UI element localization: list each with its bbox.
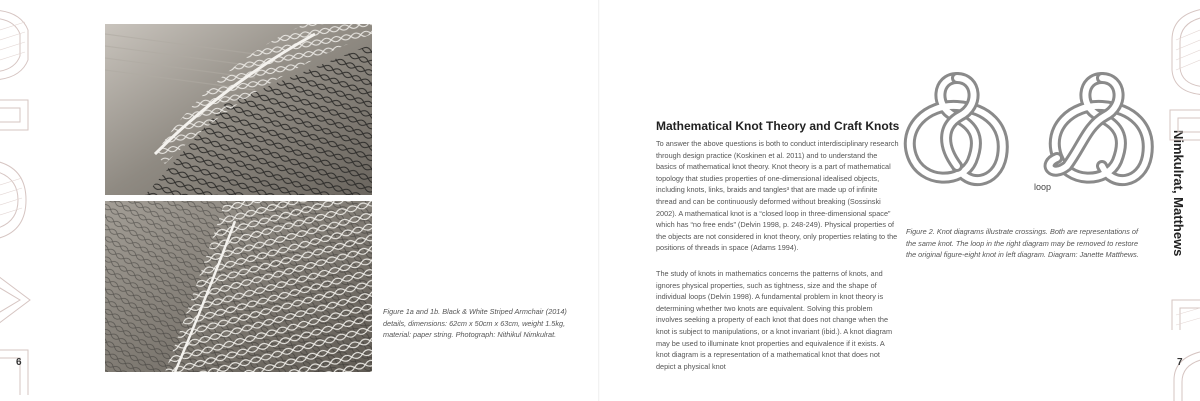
- running-title-text: Nimkulrat, Matthews: [1171, 130, 1186, 257]
- edge-decoration-right: [1164, 0, 1200, 401]
- page-number-left: 6: [16, 357, 22, 368]
- section-heading: Mathematical Knot Theory and Craft Knots: [656, 119, 900, 133]
- loop-label: loop: [1034, 182, 1052, 192]
- photo-armchair-detail-top: [105, 24, 372, 195]
- figure-1-caption: Figure 1a and 1b. Black & White Striped Armchair (2014) details, dimensions: 62cm x 50cm x 63cm, weight 1.5kg, material: paper string. Photograph: Nithikul Nimkulrat.: [383, 307, 567, 339]
- figure-eight-knot-diagram: [910, 78, 1003, 180]
- knot-diagrams: [902, 66, 1172, 196]
- figure-2-caption: Figure 2. Knot diagrams illustrate crossings. Both are representations of the same knot. The loop in the right diagram may be removed to restore the original figure-eight knot in left diagram. Diagram: Janette Matthews.: [906, 227, 1139, 260]
- body-paragraph-2: The study of knots in mathematics concerns the patterns of knots, and ignores physical properties, such as tightness, size and the shape of individual loops (Delvin 1998). A fundamental problem in knot theory is determining whether two knots are equivalent. Solving this problem involves seeking a property of each knot that does not change when the knot is subject to manipulations, or a knot invariant (ibid.). A knot diagram may be used to illuminate knot properties and equivalence if it exists. A knot diagram is a representation of a mathematical knot that does not depict a physical knot: [656, 269, 893, 371]
- body-paragraph-1: To answer the above questions is both to conduct interdisciplinary research through design practice (Koskinen et al. 2011) and to understand the basics of mathematical knot theory. Knot theory is a part of mathematical topology that studies properties of one-dimensional idealised objects, including knots, links, braids and tangles³ that are made up of infinite thread and can be continuously deformed without breaking (Sossinski 2002). A mathematical knot is a “closed loop in three-dimensional space” which has “no free ends” (Delvin 1998, p. 248-249). Physical properties of the objects are not considered in knot theory, only properties relating to the positions of threads in space (Adams 1994).: [656, 139, 899, 253]
- edge-decoration-left: [0, 0, 36, 401]
- photo-armchair-detail-bottom: [105, 201, 372, 372]
- figure-eight-knot-with-loop-diagram: [1050, 78, 1148, 180]
- page-number-right: 7: [1177, 357, 1183, 368]
